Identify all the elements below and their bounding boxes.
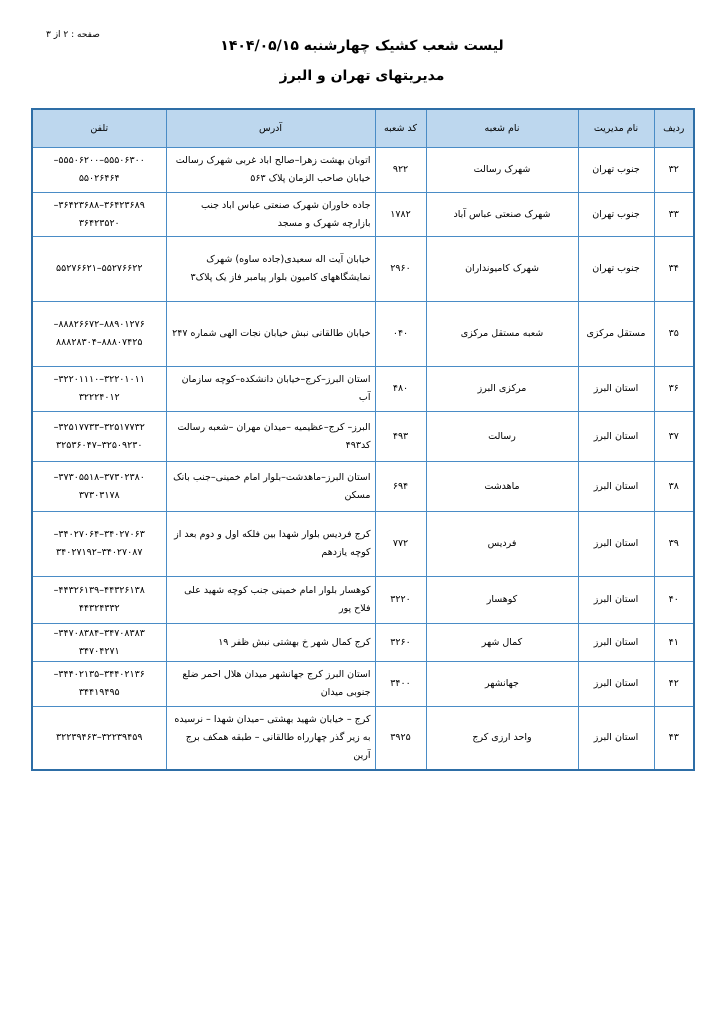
cell-branch-name: جهانشهر xyxy=(426,662,578,707)
table-row xyxy=(32,462,694,512)
cell-management: جنوب تهران xyxy=(578,237,654,302)
header-phone: تلفن xyxy=(32,109,166,148)
cell-management: استان البرز xyxy=(578,462,654,512)
table-row xyxy=(32,367,694,412)
cell-phone: ۳۲۲۳۹۴۵۹–۳۲۲۳۹۴۶۳ xyxy=(32,707,166,770)
header-management: نام مدیریت xyxy=(578,109,654,148)
cell-address: اتوبان بهشت زهرا–صالح اباد غربی شهرک رسالت خیابان صاحب الزمان پلاک ۵۶۳ xyxy=(166,148,375,193)
cell-index: ۳۷ xyxy=(654,412,694,462)
table-row xyxy=(32,707,694,770)
header-index: ردیف xyxy=(654,109,694,148)
cell-phone: ۵۵۲۷۶۶۲۲–۵۵۲۷۶۶۲۱ xyxy=(32,237,166,302)
cell-phone: ۳۶۴۲۳۶۸۹–۳۶۴۲۳۶۸۸– ۳۶۴۲۳۵۲۰ xyxy=(32,193,166,237)
cell-phone: ۳۷۳۰۲۳۸۰–۳۷۳۰۵۵۱۸– ۳۷۳۰۳۱۷۸ xyxy=(32,462,166,512)
cell-management: استان البرز xyxy=(578,577,654,624)
cell-branch-code: ۳۹۲۵ xyxy=(375,707,426,770)
cell-address: کرج – خیابان شهید بهشتی –میدان شهدا – نرسیده به زیر گذر چهارراه طالقانی – طبقه همکف برج آرین xyxy=(166,707,375,770)
cell-branch-code: ۶۹۴ xyxy=(375,462,426,512)
cell-phone: ۳۲۵۱۷۷۳۲–۳۲۵۱۷۷۳۳– ۳۲۵۰۹۲۳۰–۳۲۵۳۶۰۴۷ xyxy=(32,412,166,462)
page-indicator: صفحه : ۲ از ۳ xyxy=(46,30,100,40)
cell-branch-code: ۳۲۲۰ xyxy=(375,577,426,624)
cell-address: کرج کمال شهر خ بهشتی نبش ظفر ۱۹ xyxy=(166,624,375,662)
cell-address: استان البرز–ماهدشت–بلوار امام خمینی–جنب بانک مسکن xyxy=(166,462,375,512)
header-address: آدرس xyxy=(166,109,375,148)
cell-phone: ۳۲۲۰۱۰۱۱–۳۲۲۰۱۱۱۰– ۳۲۲۲۴۰۱۲ xyxy=(32,367,166,412)
cell-management: جنوب تهران xyxy=(578,148,654,193)
cell-management: استان البرز xyxy=(578,367,654,412)
table-row xyxy=(32,148,694,193)
cell-branch-name: فردیس xyxy=(426,512,578,577)
table-row xyxy=(32,193,694,237)
cell-address: کرج فردیس بلوار شهدا بین فلکه اول و دوم بعد از کوچه یازدهم xyxy=(166,512,375,577)
cell-index: ۴۰ xyxy=(654,577,694,624)
cell-phone: ۳۴۷۰۸۳۸۳–۳۴۷۰۸۳۸۴– ۳۴۷۰۴۲۷۱ xyxy=(32,624,166,662)
cell-index: ۳۸ xyxy=(654,462,694,512)
cell-address: استان البرز–کرج–خیابان دانشکده–کوچه سازمان آب xyxy=(166,367,375,412)
cell-address: خیابان آیت اله سعیدی(جاده ساوه) شهرک نمایشگاههای کامیون بلوار پیامبر فاز یک پلاک۳ xyxy=(166,237,375,302)
cell-address: خیابان طالقانی نبش خیابان نجات الهی شماره ۲۴۷ xyxy=(166,302,375,367)
cell-management: استان البرز xyxy=(578,707,654,770)
cell-management: جنوب تهران xyxy=(578,193,654,237)
cell-index: ۳۲ xyxy=(654,148,694,193)
cell-branch-name: شهرک صنعتی عباس آباد xyxy=(426,193,578,237)
cell-branch-name: کوهسار xyxy=(426,577,578,624)
cell-branch-code: ۴۸۰ xyxy=(375,367,426,412)
header-branch-code: کد شعبه xyxy=(375,109,426,148)
cell-branch-code: ۴۹۳ xyxy=(375,412,426,462)
cell-address: جاده خاوران شهرک صنعتی عباس اباد جنب بازارچه شهرک و مسجد xyxy=(166,193,375,237)
cell-branch-code: ۲۹۶۰ xyxy=(375,237,426,302)
cell-management: مستقل مرکزی xyxy=(578,302,654,367)
cell-phone: ۵۵۵۰۶۳۰۰–۵۵۵۰۶۲۰۰– ۵۵۰۲۶۴۶۴ xyxy=(32,148,166,193)
cell-branch-code: ۷۷۲ xyxy=(375,512,426,577)
cell-index: ۴۱ xyxy=(654,624,694,662)
cell-management: استان البرز xyxy=(578,512,654,577)
cell-branch-code: ۰۴۰ xyxy=(375,302,426,367)
cell-branch-name: ماهدشت xyxy=(426,462,578,512)
cell-index: ۴۳ xyxy=(654,707,694,770)
table-row xyxy=(32,577,694,624)
cell-management: استان البرز xyxy=(578,412,654,462)
table-row xyxy=(32,624,694,662)
table-row xyxy=(32,662,694,707)
cell-phone: ۳۴۰۲۷۰۶۳–۳۴۰۲۷۰۶۴– ۳۴۰۲۷۰۸۷–۳۴۰۲۷۱۹۲ xyxy=(32,512,166,577)
table-row xyxy=(32,412,694,462)
cell-branch-name: رسالت xyxy=(426,412,578,462)
cell-management: استان البرز xyxy=(578,662,654,707)
table-body xyxy=(32,148,694,770)
table-row xyxy=(32,302,694,367)
cell-branch-name: مرکزی البرز xyxy=(426,367,578,412)
cell-branch-name: شعبه مستقل مرکزی xyxy=(426,302,578,367)
cell-phone: ۸۸۹۰۱۲۷۶–۸۸۸۲۶۶۷۲– ۸۸۸۰۷۴۲۵–۸۸۸۲۸۳۰۴ xyxy=(32,302,166,367)
cell-branch-name: کمال شهر xyxy=(426,624,578,662)
cell-index: ۳۳ xyxy=(654,193,694,237)
branches-table xyxy=(31,108,695,771)
cell-address: کوهسار بلوار امام خمینی جنب کوچه شهید علی فلاح پور xyxy=(166,577,375,624)
table-row xyxy=(32,512,694,577)
cell-index: ۳۵ xyxy=(654,302,694,367)
header-branch-name: نام شعبه xyxy=(426,109,578,148)
cell-branch-code: ۹۲۲ xyxy=(375,148,426,193)
cell-branch-code: ۳۲۶۰ xyxy=(375,624,426,662)
cell-index: ۳۹ xyxy=(654,512,694,577)
cell-address: استان البرز کرج جهانشهر میدان هلال احمر ضلع جنوبی میدان xyxy=(166,662,375,707)
document-subtitle: مدیریتهای تهران و البرز xyxy=(279,68,445,84)
cell-index: ۳۶ xyxy=(654,367,694,412)
cell-branch-code: ۳۴۰۰ xyxy=(375,662,426,707)
cell-index: ۴۲ xyxy=(654,662,694,707)
cell-phone: ۳۴۴۰۲۱۳۶–۳۴۴۰۲۱۳۵– ۳۴۴۱۹۴۹۵ xyxy=(32,662,166,707)
cell-branch-code: ۱۷۸۲ xyxy=(375,193,426,237)
cell-branch-name: شهرک رسالت xyxy=(426,148,578,193)
cell-branch-name: شهرک کامیونداران xyxy=(426,237,578,302)
cell-address: البرز– کرج–عظیمیه –میدان مهران –شعبه رسالت کد۴۹۳ xyxy=(166,412,375,462)
cell-management: استان البرز xyxy=(578,624,654,662)
table-header-row xyxy=(32,109,694,148)
table-row xyxy=(32,237,694,302)
document-title: لیست شعب کشیک چهارشنبه ۱۴۰۴/۰۵/۱۵ xyxy=(220,38,504,54)
cell-branch-name: واحد ارزی کرج xyxy=(426,707,578,770)
cell-index: ۳۴ xyxy=(654,237,694,302)
cell-phone: ۴۴۳۲۶۱۳۸–۴۴۳۲۶۱۳۹– ۴۴۳۲۴۳۳۲ xyxy=(32,577,166,624)
